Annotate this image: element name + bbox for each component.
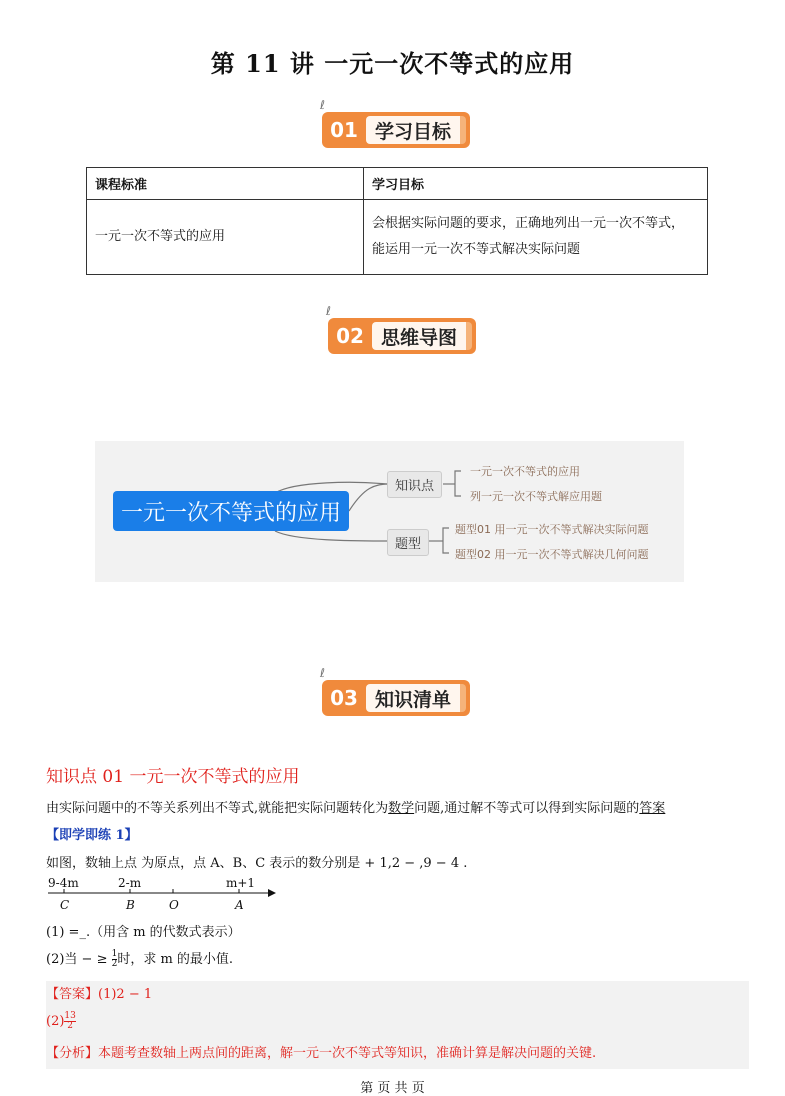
intro-underline-answer: 答案	[639, 801, 666, 816]
table-row	[87, 200, 708, 275]
practice-label: 【即学即练 1】	[46, 828, 138, 843]
table-cell-standard: 一元一次不等式的应用	[87, 200, 364, 275]
answer-line-2	[46, 1012, 76, 1031]
fraction-numerator: 13	[64, 1011, 76, 1021]
numline-label-bottom: C	[60, 898, 70, 912]
numline-label-bottom: B	[126, 898, 135, 912]
mind-map-node-types: 题型	[387, 529, 429, 556]
knowledge-point-title: 知识点 01 一元一次不等式的应用	[46, 767, 300, 787]
mind-map-leaf: 题型01 用一元一次不等式解决实际问题	[455, 523, 649, 536]
question-part-1: (1) =_.（用含 m 的代数式表示）	[46, 925, 241, 940]
numline-label-bottom: O	[169, 898, 179, 912]
section-badge-mindmap	[326, 304, 478, 354]
paperclip-icon: ℓ	[326, 304, 331, 318]
badge-number: 02	[336, 324, 364, 348]
badge-number: 03	[330, 686, 358, 710]
numline-label-top: 9-4m	[48, 876, 79, 890]
fraction-denominator: 2	[67, 1021, 74, 1031]
table-cell-goal	[364, 200, 708, 275]
mind-map-leaf: 一元一次不等式的应用	[470, 465, 580, 478]
intro-text: 问题,通过解不等式可以得到实际问题的	[414, 801, 640, 816]
section-badge-knowledge	[320, 666, 472, 716]
question-text: 如图，数轴上点 为原点，点 A、B、C 表示的数分别是 + 1,2 − ,9 − 4 .	[46, 856, 468, 871]
knowledge-intro	[46, 797, 665, 816]
q2-text: 时，求 m 的最小值.	[117, 952, 234, 967]
badge-label: 知识清单	[366, 684, 466, 712]
answer-box	[46, 981, 749, 1069]
goal-line: 会根据实际问题的要求，正确地列出一元一次不等式，	[372, 216, 685, 231]
intro-text: 由实际问题中的不等关系列出不等式,就能把实际问题转化为	[46, 801, 389, 816]
fraction-numerator: 1	[111, 949, 118, 959]
mind-map-node-knowledge: 知识点	[387, 471, 442, 498]
analysis-line: 【分析】本题考查数轴上两点间的距离，解一元一次不等式等知识，准确计算是解决问题的关键.	[46, 1046, 597, 1061]
number-line-figure	[46, 878, 276, 914]
page-footer: 第 页 共 页	[360, 1081, 425, 1096]
numline-label-bottom: A	[235, 898, 244, 912]
goal-line: 能运用一元一次不等式解决实际问题	[372, 242, 581, 257]
paperclip-icon: ℓ	[320, 666, 325, 680]
numline-label-top: m+1	[226, 876, 256, 890]
paperclip-icon: ℓ	[320, 98, 325, 112]
badge-label: 思维导图	[372, 322, 472, 350]
badge-label: 学习目标	[366, 116, 466, 144]
mind-map-root: 一元一次不等式的应用	[113, 491, 349, 531]
mind-map-leaf: 列一元一次不等式解应用题	[470, 490, 602, 503]
goals-table	[86, 167, 708, 275]
page-title: 第 11 讲 一元一次不等式的应用	[210, 49, 575, 78]
numline-label-top: 2-m	[118, 876, 142, 890]
q2-text: (2)当 − ≥	[46, 952, 112, 967]
section-badge-goals	[320, 98, 472, 148]
question-part-2	[46, 948, 233, 969]
intro-underline-math: 数学	[388, 801, 415, 816]
badge-number: 01	[330, 118, 358, 142]
mind-map	[95, 441, 684, 582]
answer-fraction	[64, 1012, 75, 1031]
table-header-standard: 课程标准	[87, 168, 364, 200]
mind-map-leaf: 题型02 用一元一次不等式解决几何问题	[455, 548, 649, 561]
answer-line: 【答案】(1)2 − 1	[46, 987, 153, 1002]
answer-text: (2)	[46, 1014, 65, 1029]
table-header-goal: 学习目标	[364, 168, 708, 200]
fraction-denominator: 2	[111, 959, 118, 969]
